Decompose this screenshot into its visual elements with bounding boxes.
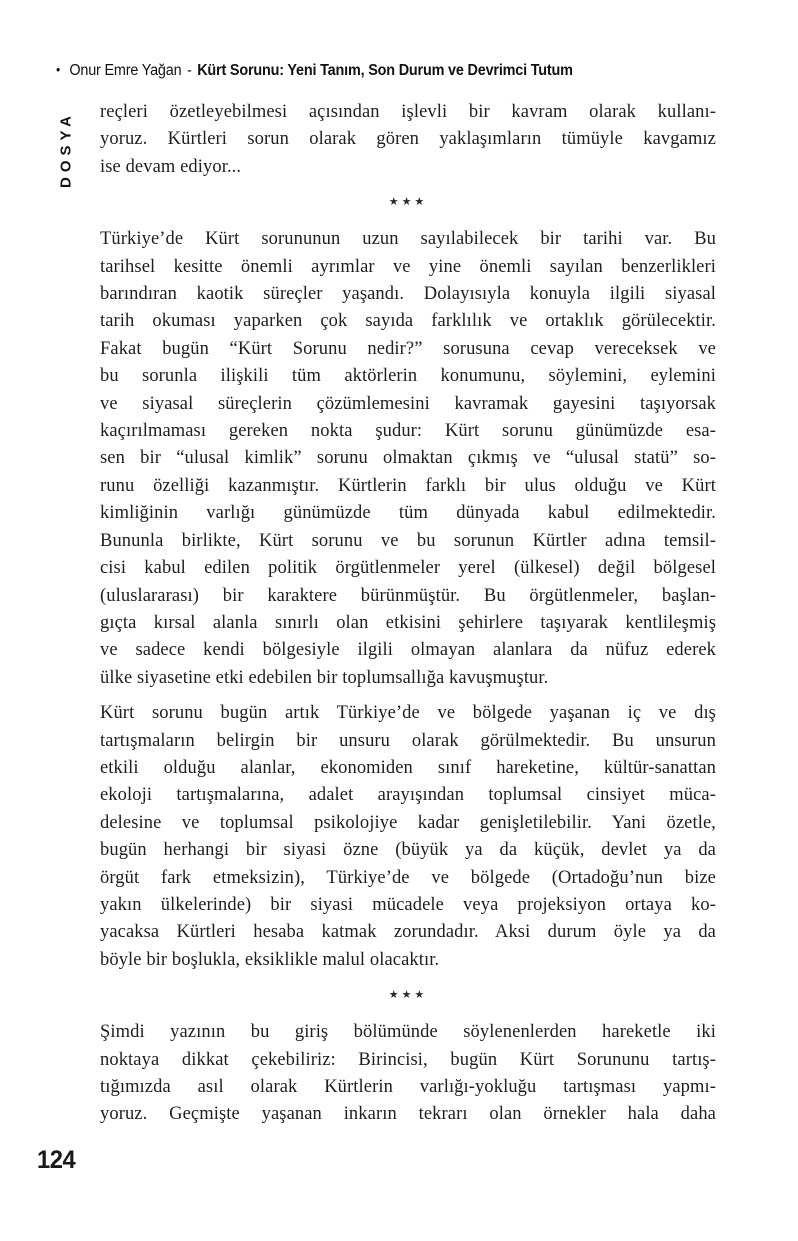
bullet-icon: •: [56, 62, 61, 77]
text-line: kaçırılmaması gereken nokta şudur: Kürt sorunu günümüzde esa-: [100, 421, 716, 442]
text-line: Kürt sorunu bugün artık Türkiye’de ve bölgede yaşanan iç ve dış: [100, 703, 716, 724]
text-line: cisi kabul edilen politik örgütlenmeler yerel (ülkesel) değil bölgesel: [100, 558, 716, 579]
text-line: bu sorunla ilişkili tüm aktörlerin konumunu, söylemini, eylemini: [100, 366, 716, 387]
section-separator-stars: ★★★: [388, 989, 428, 1002]
text-line: Fakat bugün “Kürt Sorunu nedir?” sorusuna cevap vereceksek ve: [100, 338, 716, 359]
text-line: tarih okuması yaparken çok sayıda farklılık ve ortaklık görülecektir.: [100, 311, 716, 332]
text-line: böyle bir boşlukla, eksiklikle malul olacaktır.: [100, 949, 440, 970]
section-separator-stars: ★★★: [388, 196, 428, 209]
header-author: Onur Emre Yağan: [69, 62, 182, 79]
text-line: barındıran kaotik süreçler yaşandı. Dolayısıyla konuyla ilgili siyasal: [100, 284, 716, 305]
text-line: sen bir “ulusal kimlik” sorunu olmaktan çıkmış ve “ulusal statü” so-: [100, 448, 716, 469]
text-line: (uluslararası) bir karaktere bürünmüştür. Bu örgütlenmeler, başlan-: [100, 585, 716, 606]
text-line: ülke siyasetine etki edebilen bir toplumsallığa kavuşmuştur.: [100, 667, 549, 688]
text-line: runu özelliği kazanmıştır. Kürtlerin farklı bir ulus olduğu ve Kürt: [100, 475, 716, 496]
text-line: yoruz. Kürtleri sorun olarak gören yaklaşımların tümüyle kavgamız: [100, 129, 716, 150]
text-line: delesine ve toplumsal psikolojiye kadar genişletilebilir. Yani özetle,: [100, 812, 716, 833]
text-line: tartışmaların belirgin bir unsuru olarak görülmektedir. Bu unsurun: [100, 730, 716, 751]
text-line: ise devam ediyor...: [100, 156, 242, 177]
paragraph-1: [100, 99, 716, 181]
text-line: yoruz. Geçmişte yaşanan inkarın tekrarı olan örnekler hala daha: [100, 1104, 716, 1125]
paragraph-2: [100, 226, 716, 692]
text-line: Şimdi yazının bu giriş bölümünde söylenenlerden hareketle iki: [100, 1022, 716, 1043]
text-line: noktaya dikkat çekebiliriz: Birincisi, bugün Kürt Sorununu tartış-: [100, 1049, 716, 1070]
text-line: yakın ülkelerinde) bir siyasi mücadele veya projeksiyon ortaya ko-: [100, 894, 716, 915]
paragraph-3: [100, 700, 716, 974]
text-line: örgüt fark etmeksizin), Türkiye’de ve bölgede (Ortadoğu’nun bize: [100, 867, 716, 888]
text-line: ve sadece kendi bölgesiyle ilgili olmayan alanlara da nüfuz ederek: [100, 640, 716, 661]
header-article-title: Kürt Sorunu: Yeni Tanım, Son Durum ve Devrimci Tutum: [197, 62, 573, 79]
text-line: ve siyasal süreçlerin çözümlemesini kavramak gayesini taşıyorsak: [100, 393, 716, 414]
text-line: bugün herhangi bir siyasi özne (büyük ya da küçük, devlet ya da: [100, 840, 716, 861]
text-line: gıçta kırsal alanla sınırlı olan etkisini şehirlere taşıyarak kentlileşmiş: [100, 612, 716, 633]
text-line: yacaksa Kürtleri hesaba katmak zorundadır. Aksi durum öyle ya da: [100, 922, 716, 943]
running-header: [56, 62, 573, 80]
text-line: Bununla birlikte, Kürt sorunu ve bu sorunun Kürtler adına temsil-: [100, 530, 716, 551]
text-line: tığımızda asıl olarak Kürtlerin varlığı-yokluğu tartışması yapmı-: [100, 1077, 716, 1097]
body-text-column: [100, 99, 716, 1137]
text-line: reçleri özetleyebilmesi açısından işlevli bir kavram olarak kullanı-: [100, 102, 716, 122]
header-dash: -: [186, 62, 192, 79]
text-line: etkili olduğu alanlar, ekonomiden sınıf hareketine, kültür-sanattan: [100, 757, 716, 778]
text-line: ekoloji tartışmalarına, adalet arayışından toplumsal cinsiyet müca-: [100, 785, 716, 806]
text-line: kimliğinin varlığı günümüzde tüm dünyada kabul edilmektedir.: [100, 503, 716, 524]
page-number: 124: [37, 1146, 76, 1174]
text-line: tarihsel kesitte önemli ayrımlar ve yine önemli sayılan benzerlikleri: [100, 256, 716, 277]
paragraph-4: [100, 1019, 716, 1129]
sidebar-section-label: DOSYA: [57, 111, 75, 188]
text-line: Türkiye’de Kürt sorununun uzun sayılabilecek bir tarihi var. Bu: [100, 229, 716, 250]
